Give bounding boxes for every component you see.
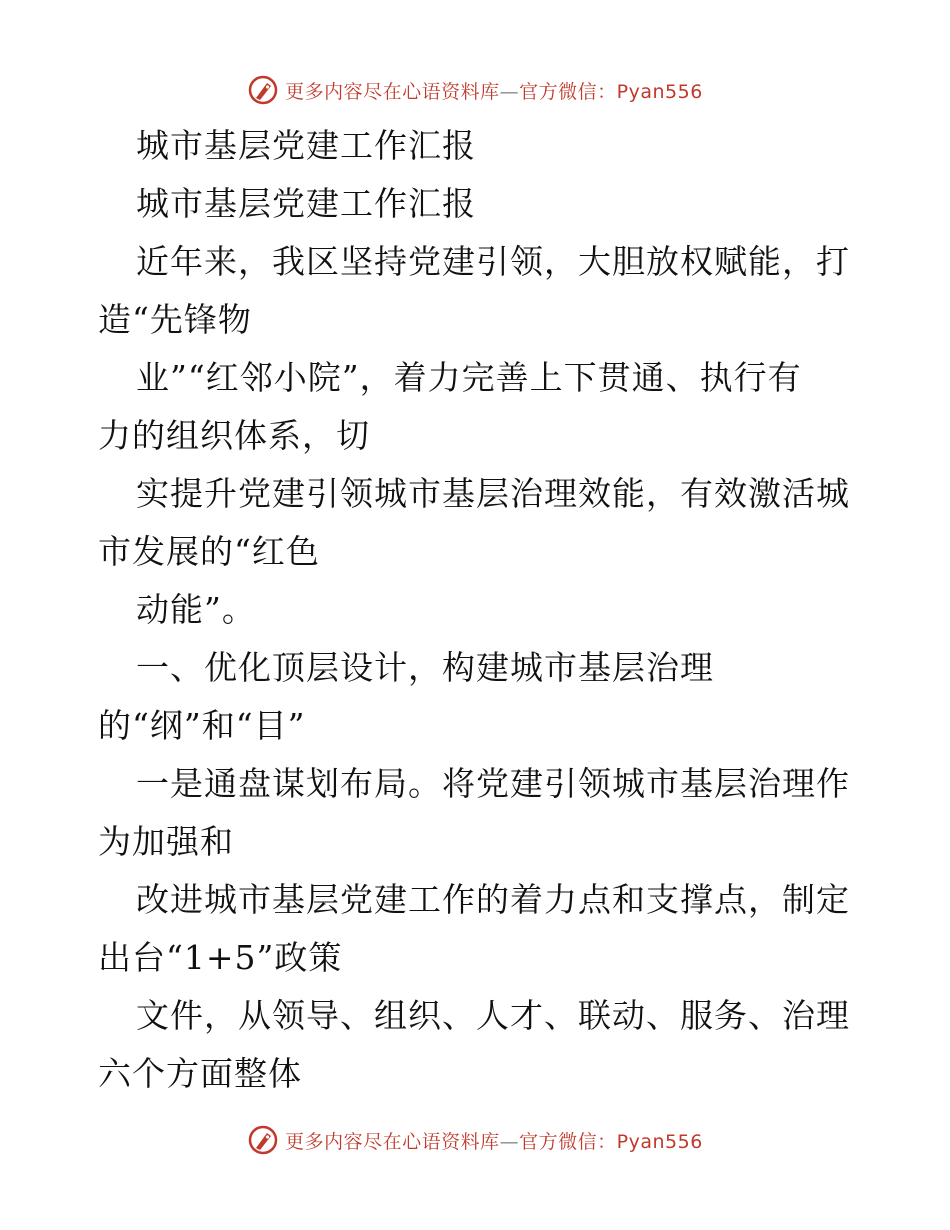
paragraph-line: 改进城市基层党建工作的着力点和支撑点，制定: [136, 880, 850, 919]
paragraph-line: 市发展的“红色: [98, 532, 320, 571]
paragraph-line: 实提升党建引领城市基层治理效能，有效激活城: [136, 474, 850, 513]
paragraph-line: 一是通盘谋划布局。将党建引领城市基层治理作: [136, 764, 850, 803]
paragraph-line: 六个方面整体: [98, 1054, 302, 1093]
watermark-brand: 更多内容尽在心语资料库: [285, 1130, 500, 1153]
document-subtitle: 城市基层党建工作汇报: [136, 184, 476, 223]
paragraph-line: 文件，从领导、组织、人才、联动、服务、治理: [136, 996, 850, 1035]
watermark-contact: 官方微信：Pyan556: [519, 1130, 703, 1153]
watermark-footer: [0, 1120, 950, 1160]
section-heading-continuation: 的“纲”和“目”: [98, 706, 306, 745]
paragraph-line: 出台“1+5”政策: [98, 938, 343, 977]
document-title: 城市基层党建工作汇报: [136, 126, 476, 165]
pen-nib-circle-icon: [247, 74, 279, 106]
document-body: [0, 117, 950, 1103]
watermark-separator: —: [499, 80, 520, 103]
paragraph-line: 为加强和: [98, 822, 234, 861]
watermark-text: [285, 1127, 703, 1154]
watermark-header: [0, 70, 950, 110]
paragraph-line: 造“先锋物: [98, 300, 252, 339]
watermark-text: [285, 77, 703, 104]
paragraph-line: 动能”。: [136, 590, 256, 629]
paragraph-line: 近年来，我区坚持党建引领，大胆放权赋能，打: [136, 242, 850, 281]
section-heading: 一、优化顶层设计，构建城市基层治理: [136, 648, 714, 687]
paragraph-line: 力的组织体系，切: [98, 416, 370, 455]
pen-nib-circle-icon: [247, 1124, 279, 1156]
watermark-contact: 官方微信：Pyan556: [519, 80, 703, 103]
paragraph-line: 业”“红邻小院”，着力完善上下贯通、执行有: [136, 358, 802, 397]
watermark-separator: —: [499, 1130, 520, 1153]
watermark-brand: 更多内容尽在心语资料库: [285, 80, 500, 103]
